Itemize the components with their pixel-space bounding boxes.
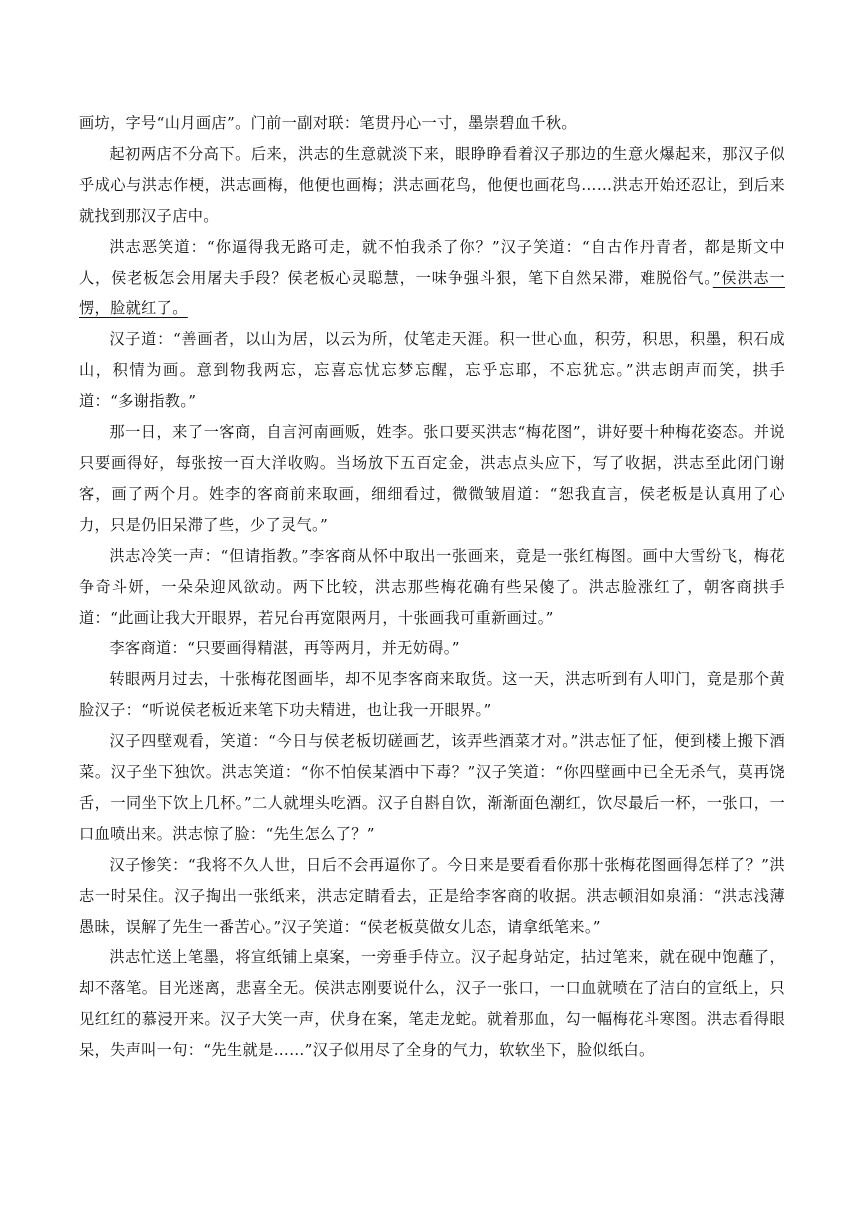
paragraph-6: 洪志冷笑一声：“但请指教。”李客商从怀中取出一张画来，竟是一张红梅图。画中大雪纷飞，梅花争奇斗妍，一朵朵迎风欲动。两下比较，洪志那些梅花确有些呆傻了。洪志脸涨红了，朝客商拱手道：“此画让我大开眼界，若兄台再宽限两月，十张画我可重新画过。” xyxy=(79,546,785,627)
document-body xyxy=(79,108,785,1066)
paragraph-10: 汉子惨笑：“我将不久人世，日后不会再逼你了。今日来是要看看你那十张梅花图画得怎样了？”洪志一时呆住。汉子掏出一张纸来，洪志定睛看去，正是给李客商的收据。洪志顿泪如泉涌：“洪志浅薄愚昧，误解了先生一番苦心。”汉子笑道：“侯老板莫做女儿态，请拿纸笔来。” xyxy=(79,855,785,936)
underlined-sentence: ”侯洪志一愣，脸就红了。 xyxy=(79,268,785,318)
paragraph-11: 洪志忙送上笔墨，将宣纸铺上桌案，一旁垂手侍立。汉子起身站定，拈过笔来，就在砚中饱蘸了，却不落笔。目光迷离，悲喜全无。侯洪志刚要说什么，汉子一张口，一口血就喷在了洁白的宣纸上，只见红红的慕浸开来。汉子大笑一声，伏身在案，笔走龙蛇。就着那血，勾一幅梅花斗寒图。洪志看得眼呆，失声叫一句：“先生就是……”汉子似用尽了全身的气力，软软坐下，脸似纸白。 xyxy=(79,948,785,1060)
paragraph-3-text: 洪志恶笑道：“你逼得我无路可走，就不怕我杀了你？”汉子笑道：“自古作丹青者，都是斯文中人，侯老板怎会用屠夫手段？侯老板心灵聪慧，一味争强斗狠，笔下自然呆滞，难脱俗气。 xyxy=(79,237,785,287)
paragraph-4: 汉子道：“善画者，以山为居，以云为所，仗笔走天涯。积一世心血，积劳，积思，积墨，积石成山，积情为画。意到物我两忘，忘喜忘忧忘梦忘醒，忘乎忘耶，不忘犹忘。”洪志朗声而笑，拱手道：“多谢指教。” xyxy=(79,330,785,411)
paragraph-8: 转眼两月过去，十张梅花图画毕，却不见李客商来取货。这一天，洪志听到有人叩门，竟是那个黄脸汉子：“听说侯老板近来笔下功夫精进，也让我一开眼界。” xyxy=(79,670,785,720)
paragraph-5: 那一日，来了一客商，自言河南画贩，姓李。张口要买洪志“梅花图”，讲好要十种梅花姿态。并说只要画得好，每张按一百大洋收购。当场放下五百定金，洪志点头应下，写了收据，洪志至此闭门谢客，画了两个月。姓李的客商前来取画，细细看过，微微皱眉道：“恕我直言，侯老板是认真用了心力，只是仍旧呆滞了些，少了灵气。” xyxy=(79,423,785,534)
paragraph-9: 汉子四壁观看，笑道：“今日与侯老板切磋画艺，该弄些酒菜才对。”洪志怔了怔，便到楼上搬下酒菜。汉子坐下独饮。洪志笑道：“你不怕侯某酒中下毒？”汉子笑道：“你四壁画中已全无杀气，莫再饶舌，一同坐下饮上几杯。”二人就埋头吃酒。汉子自斟自饮，渐渐面色潮红，饮尽最后一杯，一张口，一口血喷出来。洪志惊了脸：“先生怎么了？” xyxy=(79,732,785,843)
paragraph-3 xyxy=(79,232,785,325)
paragraph-7: 李客商道：“只要画得精湛，再等两月，并无妨碍。” xyxy=(109,639,460,658)
paragraph-2: 起初两店不分高下。后来，洪志的生意就淡下来，眼睁睁看着汉子那边的生意火爆起来，那汉子似乎成心与洪志作梗，洪志画梅，他便也画梅；洪志画花鸟，他便也画花鸟……洪志开始还忍让，到后来就找到那汉子店中。 xyxy=(79,144,785,225)
paragraph-1: 画坊，字号“山月画店”。门前一副对联：笔贯丹心一寸，墨崇碧血千秋。 xyxy=(79,114,577,132)
